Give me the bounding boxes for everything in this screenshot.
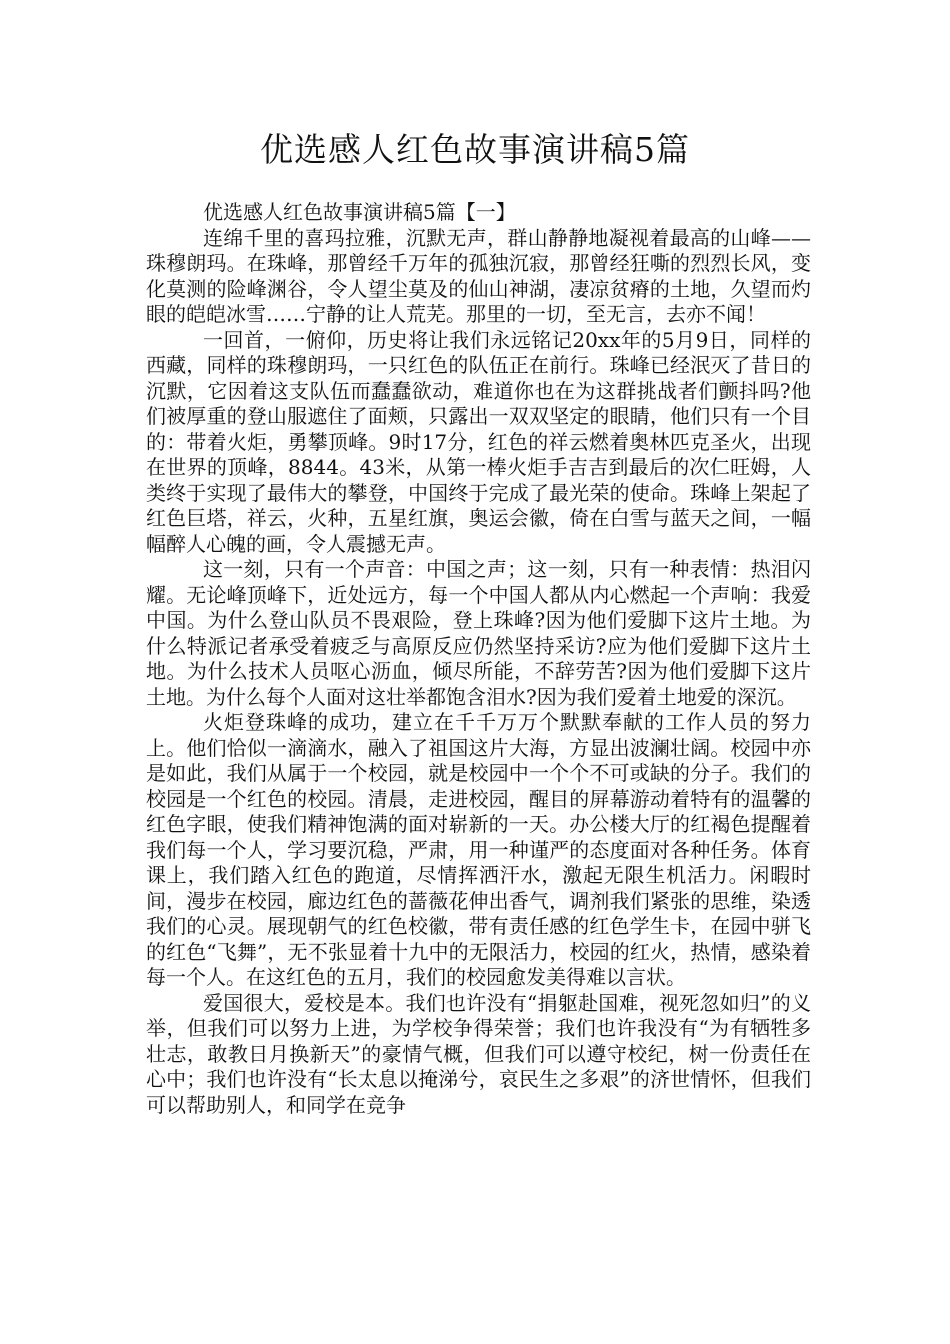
paragraph-5: 爱国很大，爱校是本。我们也许没有“捐躯赴国难，视死忽如归”的义举，但我们可以努力上进，为学校争得荣誉；我们也许我没有“为有牺牲多壮志，敢教日月换新天”的豪情气概，但我们可以遵守校纪，树一份责任在心中；我们也许没有“长太息以掩涕兮，哀民生之多艰”的济世情怀，但我们可以帮助别人，和同学在竞争	[146, 990, 811, 1117]
paragraph-2: 一回首，一俯仰，历史将让我们永远铭记20xx年的5月9日，同样的西藏，同样的珠穆朗玛，一只红色的队伍正在前行。珠峰已经泯灭了昔日的沉默，它因着这支队伍而蠢蠢欲动，难道你也在为这群挑战者们颤抖吗?他们被厚重的登山服遮住了面颊，只露出一双双坚定的眼睛，他们只有一个目的：带着火炬，勇攀顶峰。9时17分，红色的祥云燃着奥林匹克圣火，出现在世界的顶峰，8844。43米，从第一棒火炬手吉吉到最后的次仁旺姆，人类终于实现了最伟大的攀登，中国终于完成了最光荣的使命。珠峰上架起了红色巨塔，祥云，火种，五星红旗，奥运会徽，倚在白雪与蓝天之间，一幅幅醉人心魄的画，令人震撼无声。	[146, 327, 811, 556]
document-body	[146, 200, 811, 1118]
document-title: 优选感人红色故事演讲稿5篇	[260, 130, 690, 169]
paragraph-1: 连绵千里的喜玛拉雅，沉默无声，群山静静地凝视着最高的山峰——珠穆朗玛。在珠峰，那曾经千万年的孤独沉寂，那曾经狂嘶的烈烈长风，变化莫测的险峰渊谷，令人望尘莫及的仙山神湖，凄凉贫瘠的土地，久望而灼眼的皑皑冰雪……宁静的让人荒芜。那里的一切，至无言，去亦不闻！	[146, 225, 811, 326]
paragraph-4: 火炬登珠峰的成功，建立在千千万万个默默奉献的工作人员的努力上。他们恰似一滴滴水，融入了祖国这片大海，方显出波澜壮阔。校园中亦是如此，我们从属于一个校园，就是校园中一个个不可或缺的分子。我们的校园是一个红色的校园。清晨，走进校园，醒目的屏幕游动着特有的温馨的红色字眼，使我们精神饱满的面对崭新的一天。办公楼大厅的红褐色提醒着我们每一个人，学习要沉稳，严肃，用一种谨严的态度面对各种任务。体育课上，我们踏入红色的跑道，尽情挥洒汗水，激起无限生机活力。闲暇时间，漫步在校园，廊边红色的蔷薇花伸出香气，调剂我们紧张的思维，染透我们的心灵。展现朝气的红色校徽，带有责任感的红色学生卡，在园中骈飞的红色“飞舞”，无不张显着十九中的无限活力，校园的红火，热情，感染着每一个人。在这红色的五月，我们的校园愈发美得难以言状。	[146, 710, 811, 989]
section-heading: 优选感人红色故事演讲稿5篇【一】	[203, 200, 516, 224]
paragraph-3: 这一刻，只有一个声音：中国之声；这一刻，只有一种表情：热泪闪耀。无论峰顶峰下，近处远方，每一个中国人都从内心燃起一个声响：我爱中国。为什么登山队员不畏艰险，登上珠峰?因为他们爱脚下这片土地。为什么特派记者承受着疲乏与高原反应仍然坚持采访?应为他们爱脚下这片土地。为什么技术人员呕心沥血，倾尽所能，不辞劳苦?因为他们爱脚下这片土地。为什么每个人面对这壮举都饱含泪水?因为我们爱着土地爱的深沉。	[146, 557, 811, 709]
